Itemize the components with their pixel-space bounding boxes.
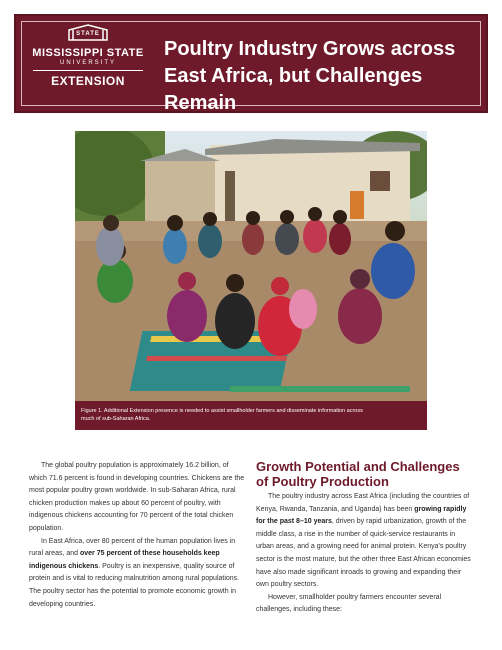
r-p1-bold: growing rapidly for the past 8–10 years: [256, 505, 467, 526]
caption-line-1: Figure 1. Additional Extension presence is needed to assist smallholder farmers and disseminate information across: [81, 408, 363, 414]
university-label: UNIVERSITY: [59, 60, 116, 66]
intro-paragraph: The global poultry population is approximately 16.2 billion, of which 71.6 percent is found in developing countries. Chickens are the most popular poultry grown worldwide. In sub-Saharan Africa, rural chicken production makes up about 60 percent of poultry, with indigenous chickens accounting for 70 percent of the total chicken population.: [29, 462, 245, 532]
section-heading: [256, 459, 474, 489]
farmers-meeting-photo: [75, 131, 427, 401]
extension-label: EXTENSION: [51, 74, 125, 88]
title-line-1: Poultry Industry Grows across: [164, 38, 456, 60]
growth-paragraph: [256, 491, 474, 592]
page-title: [164, 36, 484, 117]
heading-line-2: of Poultry Production: [256, 474, 389, 489]
heading-line-1: Growth Potential and Challenges: [256, 459, 460, 474]
logo-divider: [33, 70, 143, 71]
p2-text-b: . Poultry is an inexpensive, quality source of protein and is vital to reducing malnutrition among rural populations. The poultry sector has the potential to promote economic growth in developing countries.: [29, 562, 240, 608]
r-p1-text-b: , driven by rapid urbanization, growth of the middle class, a rise in the number of quick-service restaurants in urban areas, and a growing need for animal protein. Kenya's poultry sector is the most mature, but the other three East African economies have also made significant inroads to growing and expanding their own poultry sectors.: [256, 518, 471, 589]
p2-bold: over 75 percent of these households keep indigenous chickens: [29, 550, 220, 570]
left-column: [29, 460, 245, 611]
title-line-2: East Africa, but Challenges Remain: [164, 65, 423, 114]
challenges-paragraph: However, smallholder poultry farmers encounter several challenges, including these:: [256, 593, 442, 614]
east-africa-paragraph: [29, 536, 245, 612]
p2-text-a: In East Africa, over 80 percent of the human population lives in rural areas, and: [29, 537, 236, 558]
right-column: [256, 459, 474, 617]
seal-text: STATE: [76, 31, 100, 37]
header-banner: [14, 14, 488, 113]
caption-line-2: much of sub-Saharan Africa.: [81, 416, 151, 422]
figure-caption: [75, 401, 427, 430]
university-name: MISSISSIPPI STATE: [32, 47, 144, 59]
msu-extension-logo: [24, 22, 152, 106]
r-p1-text-a: The poultry industry across East Africa (including the countries of Kenya, Rwanda, Tanzania, and Uganda) has been: [256, 493, 470, 513]
state-seal-icon: [65, 24, 111, 44]
